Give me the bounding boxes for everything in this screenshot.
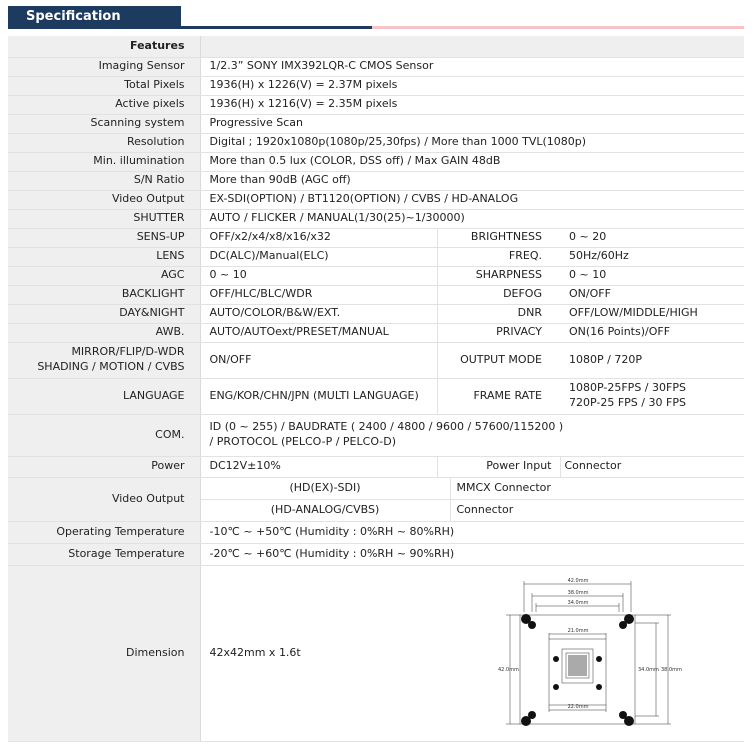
row-label: BACKLIGHT (8, 285, 200, 304)
row-label-2: DNR (437, 304, 560, 323)
table-row (8, 133, 744, 152)
row-value: EX-SDI(OPTION) / BT1120(OPTION) / CVBS / HD-ANALOG (200, 190, 744, 209)
table-row (8, 209, 744, 228)
spec-table (8, 36, 744, 742)
language-label: LANGUAGE (8, 378, 200, 414)
dim-right-38: 38.0mm (660, 667, 682, 673)
dimension-value: 42x42mm x 1.6t (200, 565, 437, 741)
row-label: Total Pixels (8, 76, 200, 95)
row-label: AWB. (8, 323, 200, 342)
mirror-label: MIRROR/FLIP/D-WDR SHADING / MOTION / CVBS (8, 342, 200, 378)
row-label: DAY&NIGHT (8, 304, 200, 323)
video-type-sdi: (HD(EX)-SDI) (200, 477, 450, 499)
row-value: AUTO / FLICKER / MANUAL(1/30(25)~1/30000) (200, 209, 744, 228)
row-value-2: OFF/LOW/MIDDLE/HIGH (560, 304, 744, 323)
row-value: 0 ~ 10 (200, 266, 437, 285)
row-label: Video Output (8, 190, 200, 209)
table-row (8, 378, 744, 414)
spec-title: Specification (26, 9, 121, 24)
row-label-2: PRIVACY (437, 323, 560, 342)
dim-top-34: 34.0mm (567, 600, 588, 606)
row-value: Digital ; 1920x1080p(1080p/25,30fps) / More than 1000 TVL(1080p) (200, 133, 744, 152)
table-row (8, 171, 744, 190)
table-row (8, 543, 744, 565)
power-input-value: Connector (560, 456, 744, 477)
features-header: Features (8, 36, 200, 57)
com-label: COM. (8, 414, 200, 456)
table-row (8, 342, 744, 378)
row-label: Imaging Sensor (8, 57, 200, 76)
header-underline-pink (372, 26, 744, 29)
com-value: ID (0 ~ 255) / BAUDRATE ( 2400 / 4800 / 9600 / 57600/115200 ) / PROTOCOL (PELCO-P / PELCO-D) (200, 414, 744, 456)
frame-rate-label: FRAME RATE (437, 378, 560, 414)
row-label-2: FREQ. (437, 247, 560, 266)
video-output-label: Video Output (8, 477, 200, 521)
row-label-2: BRIGHTNESS (437, 228, 560, 247)
dim-right-34: 34.0mm (637, 667, 659, 673)
row-label: S/N Ratio (8, 171, 200, 190)
table-row (8, 456, 744, 477)
row-label-2: SHARPNESS (437, 266, 560, 285)
row-value-2: 0 ~ 10 (560, 266, 744, 285)
video-conn-analog: Connector (450, 499, 744, 521)
power-input-label: Power Input (437, 456, 560, 477)
video-conn-mmcx: MMCX Connector (450, 477, 744, 499)
row-label: Active pixels (8, 95, 200, 114)
table-row (8, 228, 744, 247)
row-value: More than 90dB (AGC off) (200, 171, 744, 190)
dim-top-42: 42.0mm (567, 578, 588, 584)
operating-temp-label: Operating Temperature (8, 521, 200, 543)
table-header-row (8, 36, 744, 57)
row-value: Progressive Scan (200, 114, 744, 133)
row-label: SHUTTER (8, 209, 200, 228)
row-value-2: 0 ~ 20 (560, 228, 744, 247)
row-label: Resolution (8, 133, 200, 152)
row-label: LENS (8, 247, 200, 266)
table-row (8, 76, 744, 95)
table-row (8, 285, 744, 304)
row-value: OFF/x2/x4/x8/x16/x32 (200, 228, 437, 247)
language-value: ENG/KOR/CHN/JPN (MULTI LANGUAGE) (200, 378, 437, 414)
table-row (8, 57, 744, 76)
dimension-drawing-cell (437, 565, 744, 741)
output-mode-value: 1080P / 720P (560, 342, 744, 378)
row-value: AUTO/COLOR/B&W/EXT. (200, 304, 437, 323)
storage-temp-value: -20℃ ~ +60℃ (Humidity : 0%RH ~ 90%RH) (200, 543, 744, 565)
dimension-label: Dimension (8, 565, 200, 741)
table-row (8, 304, 744, 323)
table-row (8, 247, 744, 266)
row-value-2: 50Hz/60Hz (560, 247, 744, 266)
table-row (8, 414, 744, 456)
row-label: SENS-UP (8, 228, 200, 247)
power-label: Power (8, 456, 200, 477)
power-value: DC12V±10% (200, 456, 437, 477)
row-value-2: ON(16 Points)/OFF (560, 323, 744, 342)
table-row (8, 95, 744, 114)
table-row (8, 565, 744, 741)
row-value: 1/2.3” SONY IMX392LQR-C CMOS Sensor (200, 57, 744, 76)
mirror-value: ON/OFF (200, 342, 437, 378)
output-mode-label: OUTPUT MODE (437, 342, 560, 378)
operating-temp-value: -10℃ ~ +50℃ (Humidity : 0%RH ~ 80%RH) (200, 521, 744, 543)
row-label: Min. illumination (8, 152, 200, 171)
row-value: 1936(H) x 1216(V) = 2.35M pixels (200, 95, 744, 114)
dim-inner-top: 21.0mm (567, 628, 588, 634)
table-row (8, 190, 744, 209)
table-row (8, 152, 744, 171)
row-label: Scanning system (8, 114, 200, 133)
video-type-analog: (HD-ANALOG/CVBS) (200, 499, 450, 521)
dim-left-42: 42.0mm (497, 667, 519, 673)
dim-top-38: 38.0mm (567, 590, 588, 596)
row-value: DC(ALC)/Manual(ELC) (200, 247, 437, 266)
row-label: AGC (8, 266, 200, 285)
row-value: OFF/HLC/BLC/WDR (200, 285, 437, 304)
table-row (8, 521, 744, 543)
row-value: More than 0.5 lux (COLOR, DSS off) / Max GAIN 48dB (200, 152, 744, 171)
frame-rate-value: 1080P-25FPS / 30FPS 720P-25 FPS / 30 FPS (560, 378, 744, 414)
table-row (8, 114, 744, 133)
table-row (8, 266, 744, 285)
dimension-drawing (496, 577, 686, 729)
row-value-2: ON/OFF (560, 285, 744, 304)
dim-inner-bottom: 22.0mm (567, 704, 588, 710)
spec-header (8, 6, 181, 28)
table-row (8, 477, 744, 499)
row-label-2: DEFOG (437, 285, 560, 304)
row-value: 1936(H) x 1226(V) = 2.37M pixels (200, 76, 744, 95)
table-row (8, 323, 744, 342)
row-value: AUTO/AUTOext/PRESET/MANUAL (200, 323, 437, 342)
storage-temp-label: Storage Temperature (8, 543, 200, 565)
header-underline-navy (8, 26, 372, 29)
